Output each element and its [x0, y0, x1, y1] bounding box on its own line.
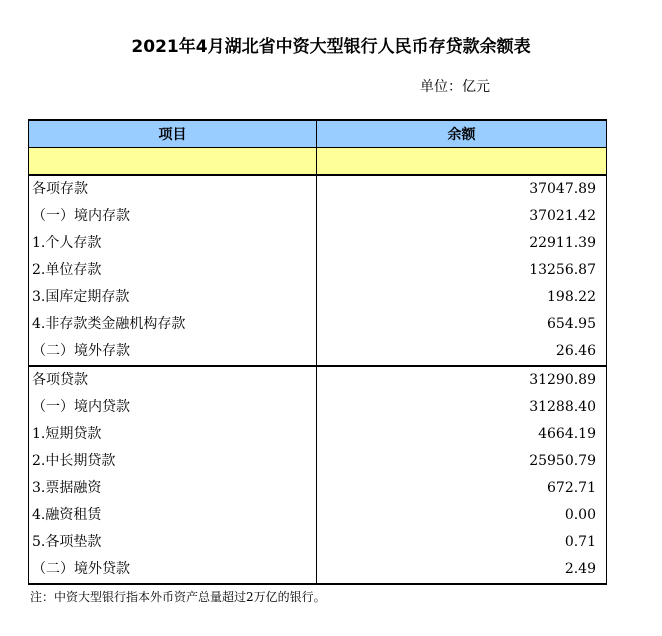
loan-row [29, 421, 607, 448]
deposit-item-label: （一）境内存款 [29, 203, 317, 230]
loan-item-label: 3.票据融资 [29, 475, 317, 502]
deposit-item-value: 198.22 [317, 284, 607, 311]
loan-item-value: 31290.89 [317, 366, 607, 394]
loan-row [29, 366, 607, 394]
loan-item-value: 25950.79 [317, 448, 607, 475]
loan-row [29, 502, 607, 529]
loan-row [29, 556, 607, 584]
deposit-row [29, 230, 607, 257]
loan-item-label: （一）境内贷款 [29, 394, 317, 421]
loan-item-label: （二）境外贷款 [29, 556, 317, 584]
deposit-item-label: （二）境外存款 [29, 338, 317, 366]
unit-label: 单位：亿元 [420, 79, 490, 95]
header-balance: 余额 [317, 120, 607, 148]
table-header-row [29, 120, 607, 148]
page-title: 2021年4月湖北省中资大型银行人民币存贷款余额表 [131, 37, 531, 57]
loan-item-value: 4664.19 [317, 421, 607, 448]
footnote: 注：中资大型银行指本外币资产总量超过2万亿的银行。 [30, 590, 326, 604]
deposit-item-value: 26.46 [317, 338, 607, 366]
loan-item-label: 各项贷款 [29, 366, 317, 394]
loan-item-value: 2.49 [317, 556, 607, 584]
loan-item-value: 672.71 [317, 475, 607, 502]
deposit-item-value: 654.95 [317, 311, 607, 338]
deposit-item-label: 各项存款 [29, 175, 317, 203]
deposit-row [29, 311, 607, 338]
header-item: 项目 [29, 120, 317, 148]
deposit-item-label: 1.个人存款 [29, 230, 317, 257]
loan-item-label: 4.融资租赁 [29, 502, 317, 529]
balance-table [28, 119, 607, 585]
loan-row [29, 529, 607, 556]
blank-cell [29, 148, 317, 176]
loan-item-label: 5.各项垫款 [29, 529, 317, 556]
loan-row [29, 475, 607, 502]
loan-item-label: 2.中长期贷款 [29, 448, 317, 475]
loan-item-value: 31288.40 [317, 394, 607, 421]
deposit-row [29, 284, 607, 311]
loan-row [29, 448, 607, 475]
blank-highlight-row [29, 148, 607, 176]
deposit-item-value: 37047.89 [317, 175, 607, 203]
deposit-item-value: 22911.39 [317, 230, 607, 257]
deposit-item-value: 37021.42 [317, 203, 607, 230]
deposit-row [29, 175, 607, 203]
deposit-item-label: 4.非存款类金融机构存款 [29, 311, 317, 338]
loan-row [29, 394, 607, 421]
blank-cell [317, 148, 607, 176]
deposit-row [29, 338, 607, 366]
deposit-row [29, 257, 607, 284]
deposit-row [29, 203, 607, 230]
loan-item-value: 0.71 [317, 529, 607, 556]
loan-item-label: 1.短期贷款 [29, 421, 317, 448]
deposit-item-label: 2.单位存款 [29, 257, 317, 284]
deposit-item-value: 13256.87 [317, 257, 607, 284]
loan-item-value: 0.00 [317, 502, 607, 529]
deposit-item-label: 3.国库定期存款 [29, 284, 317, 311]
